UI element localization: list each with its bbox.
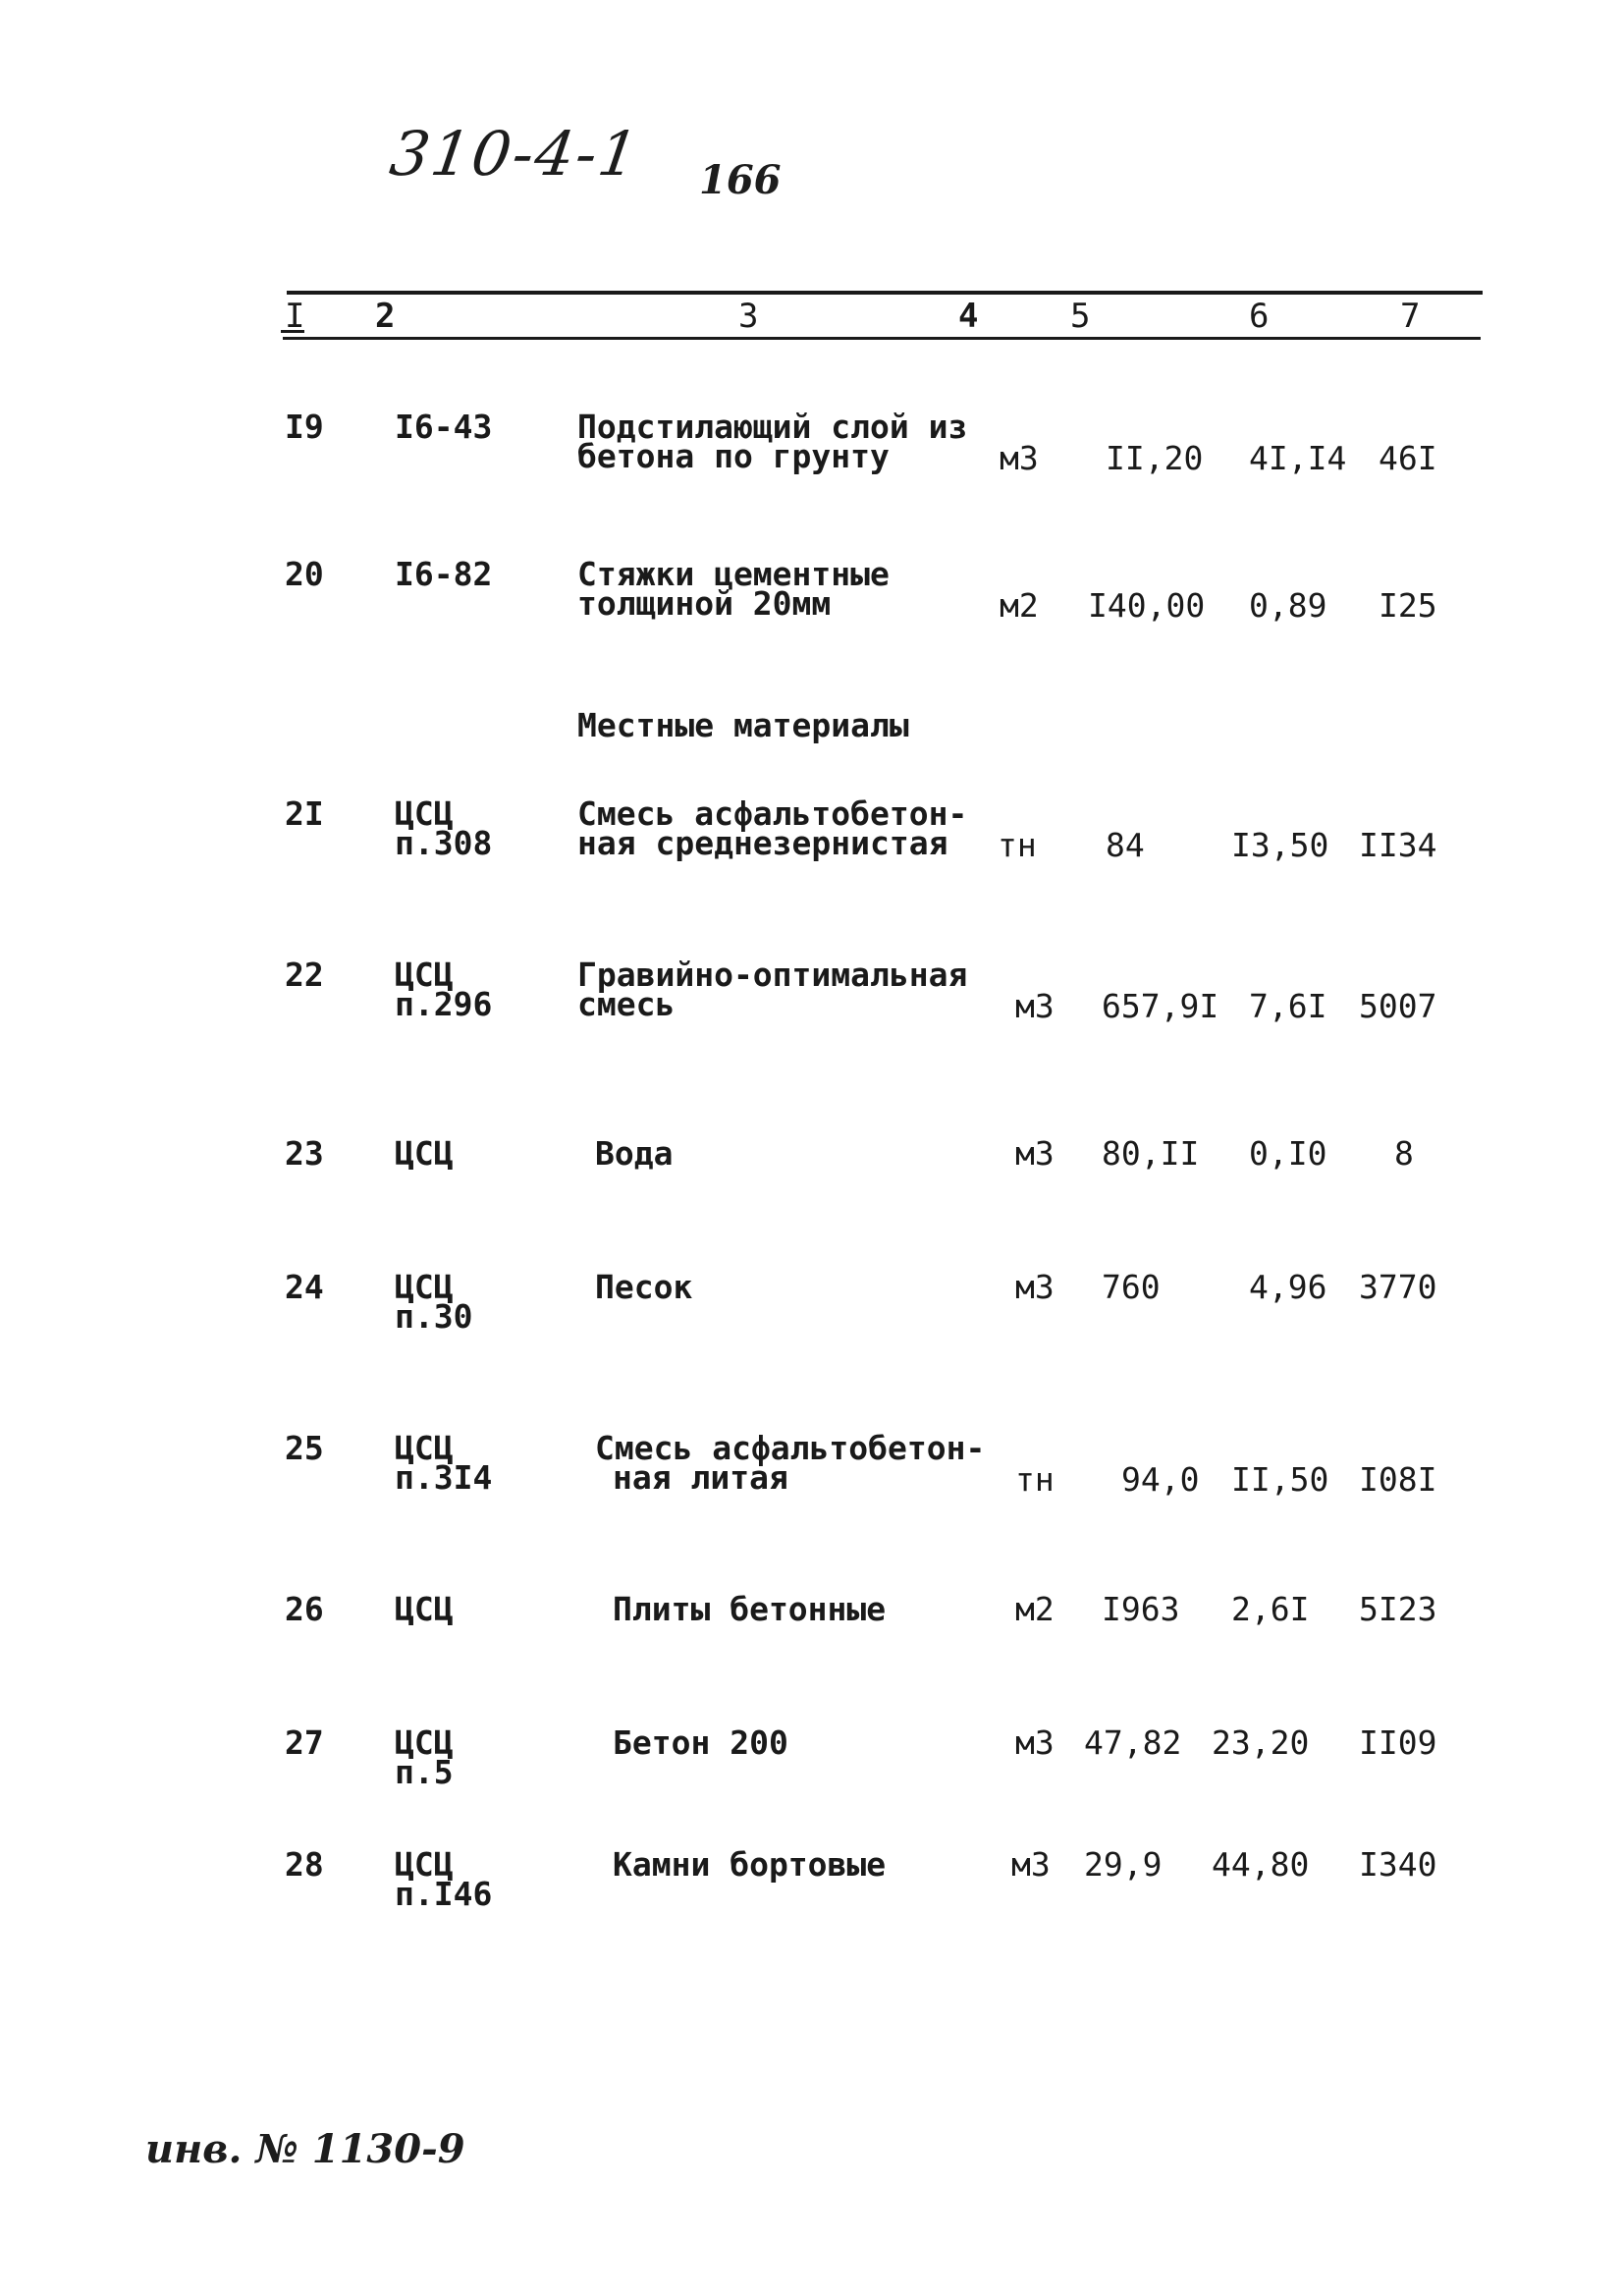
row-total: 5I23 (1359, 1590, 1437, 1628)
row-unit: м3 (1015, 1723, 1055, 1762)
table-top-rule (287, 291, 1483, 295)
row-number: 27 (285, 1723, 324, 1762)
row-price: 23,20 (1212, 1723, 1310, 1762)
row-number: 26 (285, 1590, 324, 1628)
row-number: 28 (285, 1845, 324, 1884)
header-col-4: 4 (958, 297, 979, 336)
row-code-line2: п.I46 (395, 1875, 493, 1913)
row-quantity: 760 (1102, 1268, 1161, 1306)
row-price: 0,I0 (1249, 1134, 1327, 1173)
row-price: 2,6I (1231, 1590, 1310, 1628)
row-total: 5007 (1359, 987, 1437, 1025)
row-unit: м3 (1000, 439, 1039, 477)
row-code: I6-43 (395, 408, 493, 446)
row-name: Бетон 200 (613, 1723, 788, 1762)
page-number: 166 (699, 157, 782, 203)
row-total: II09 (1359, 1723, 1437, 1762)
section-title: Местные материалы (577, 706, 909, 744)
row-quantity: II,20 (1106, 439, 1204, 477)
row-code: ЦСЦ (395, 1134, 454, 1173)
row-total: I340 (1359, 1845, 1437, 1884)
row-code-line2: п.296 (395, 985, 493, 1023)
row-quantity: 94,0 (1121, 1460, 1200, 1499)
row-unit: тн (998, 826, 1037, 864)
row-code-line2: п.308 (395, 824, 493, 862)
header-col-1: I (285, 297, 305, 336)
inventory-number: инв. № 1130-9 (145, 2126, 465, 2172)
row-name: Вода (595, 1134, 674, 1173)
row-number: I9 (285, 408, 324, 446)
row-price: 4,96 (1249, 1268, 1327, 1306)
row-unit: м3 (1015, 987, 1055, 1025)
header-col-7: 7 (1400, 297, 1421, 336)
row-unit: тн (1015, 1460, 1055, 1499)
row-quantity: 80,II (1102, 1134, 1200, 1173)
row-price: 0,89 (1249, 586, 1327, 625)
row-name-line2: толщиной 20мм (577, 584, 832, 623)
row-total: 3770 (1359, 1268, 1437, 1306)
row-name-line1: Стяжки цементные (577, 555, 890, 593)
row-code-line1: ЦСЦ (395, 1268, 454, 1306)
row-number: 24 (285, 1268, 324, 1306)
row-number: 25 (285, 1429, 324, 1467)
row-quantity: 84 (1106, 826, 1145, 864)
row-unit: м2 (1015, 1590, 1055, 1628)
row-total: 46I (1379, 439, 1437, 477)
row-code-line2: п.5 (395, 1753, 454, 1791)
row-quantity: 657,9I (1102, 987, 1219, 1025)
row-price: 7,6I (1249, 987, 1327, 1025)
row-number: 23 (285, 1134, 324, 1173)
row-code: ЦСЦ (395, 1590, 454, 1628)
table-header-rule (283, 337, 1481, 340)
row-quantity: 29,9 (1084, 1845, 1163, 1884)
row-name-line1: Гравийно-оптимальная (577, 956, 968, 994)
row-unit: м3 (1011, 1845, 1051, 1884)
row-total: I25 (1379, 586, 1437, 625)
row-number: 20 (285, 555, 324, 593)
row-name-line2: ная среднезернистая (577, 824, 948, 862)
row-unit: м2 (1000, 586, 1039, 625)
row-price: I3,50 (1231, 826, 1329, 864)
row-code-line1: ЦСЦ (395, 1429, 454, 1467)
header-col-5: 5 (1070, 297, 1091, 336)
row-name-line2: смесь (577, 985, 676, 1023)
row-name-line2: бетона по грунту (577, 437, 890, 475)
row-unit: м3 (1015, 1268, 1055, 1306)
row-name-line1: Смесь асфальтобетон- (595, 1429, 986, 1467)
row-quantity: I963 (1102, 1590, 1180, 1628)
row-code-line1: ЦСЦ (395, 956, 454, 994)
row-code-line2: п.30 (395, 1297, 473, 1336)
row-price: II,50 (1231, 1460, 1329, 1499)
row-number: 2I (285, 794, 324, 833)
row-number: 22 (285, 956, 324, 994)
header-col-2: 2 (375, 297, 396, 336)
row-unit: м3 (1015, 1134, 1055, 1173)
row-name: Плиты бетонные (613, 1590, 887, 1628)
row-code-line1: ЦСЦ (395, 1723, 454, 1762)
header-col-3: 3 (738, 297, 759, 336)
row-price: 4I,I4 (1249, 439, 1347, 477)
row-total: 8 (1394, 1134, 1414, 1173)
header-col-6: 6 (1249, 297, 1270, 336)
row-total: II34 (1359, 826, 1437, 864)
row-quantity: 47,82 (1084, 1723, 1182, 1762)
row-name: Камни бортовые (613, 1845, 887, 1884)
row-code-line1: ЦСЦ (395, 794, 454, 833)
row-name-line2: ная литая (613, 1458, 788, 1497)
row-name-line1: Подстилающий слой из (577, 408, 968, 446)
row-total: I08I (1359, 1460, 1437, 1499)
row-price: 44,80 (1212, 1845, 1310, 1884)
document-number: 310-4-1 (385, 118, 645, 190)
row-code-line1: ЦСЦ (395, 1845, 454, 1884)
row-quantity: I40,00 (1088, 586, 1206, 625)
row-name: Песок (595, 1268, 693, 1306)
row-name-line1: Смесь асфальтобетон- (577, 794, 968, 833)
row-code-line2: п.3I4 (395, 1458, 493, 1497)
row-code: I6-82 (395, 555, 493, 593)
